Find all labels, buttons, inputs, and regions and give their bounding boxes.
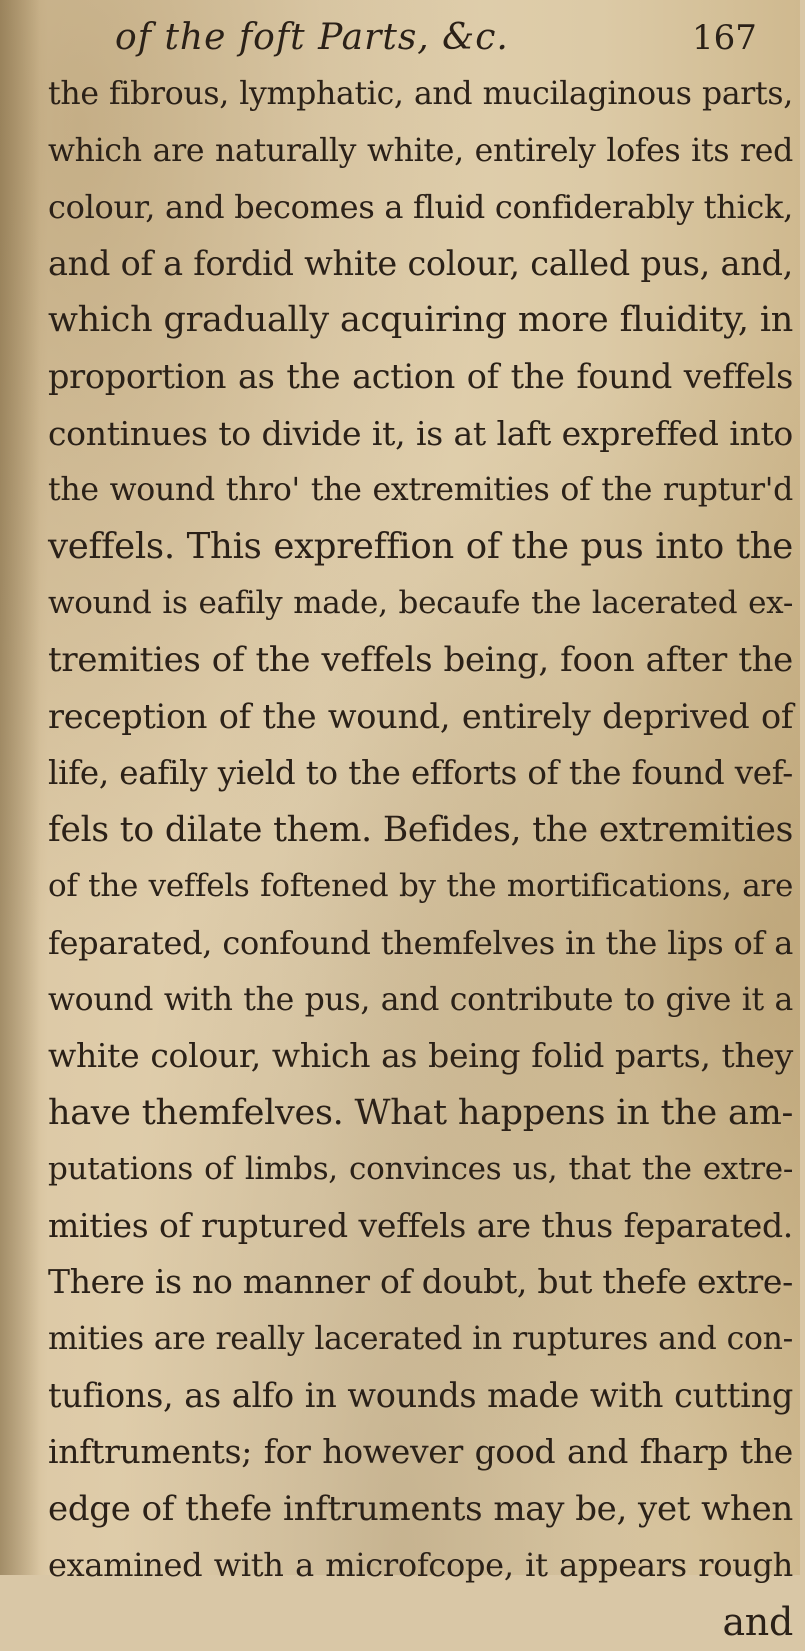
text-line: proportion as the action of the found veffels <box>48 356 793 396</box>
text-line: which are naturally white, entirely lofes its red <box>48 132 793 169</box>
running-head-title: of the foft Parts, &c. <box>115 17 509 58</box>
text-line: putations of limbs, convinces us, that the extre- <box>48 1151 793 1188</box>
text-line: reception of the wound, entirely deprived of <box>48 696 793 736</box>
running-head <box>115 18 805 58</box>
text-line: the wound thro' the extremities of the ruptur'd <box>48 472 793 509</box>
text-line: white colour, which as being folid parts, they <box>48 1036 793 1076</box>
text-line: mities are really lacerated in ruptures and con- <box>48 1321 793 1358</box>
text-line: fels to dilate them. Befides, the extremities <box>48 809 793 850</box>
text-line: feparated, confound themfelves in the lips of a <box>48 923 793 962</box>
text-line: There is no manner of doubt, but thefe extre- <box>48 1262 793 1302</box>
text-line: and of a fordid white colour, called pus, and, <box>48 243 793 283</box>
body-text <box>48 66 793 1651</box>
text-line: edge of thefe inftruments may be, yet when <box>48 1488 793 1529</box>
text-line: wound is eafily made, becaufe the lacerated ex- <box>48 585 793 622</box>
text-line: examined with a microfcope, it appears rough <box>48 1546 793 1585</box>
text-line: mities of ruptured veffels are thus feparated. <box>48 1205 793 1245</box>
text-line: inftruments; for however good and fharp the <box>48 1432 793 1472</box>
text-line: which gradually acquiring more fluidity, in <box>48 300 793 341</box>
page-gutter-shadow <box>0 0 40 1575</box>
text-line: have themfelves. What happens in the am- <box>48 1092 793 1133</box>
text-line: veffels. This expreffion of the pus into the <box>48 525 793 567</box>
text-line: colour, and becomes a fluid confiderably thick, <box>48 188 793 227</box>
page-number: 167 <box>692 18 757 58</box>
catchword: and <box>722 1600 793 1645</box>
text-line: continues to divide it, is at laft expreffed into <box>48 413 793 453</box>
text-line: life, eafily yield to the efforts of the found vef- <box>48 754 793 793</box>
text-line: wound with the pus, and contribute to give it a <box>48 981 793 1018</box>
text-line: of the veffels foftened by the mortifications, are <box>48 868 793 905</box>
text-line: tufions, as alfo in wounds made with cutting <box>48 1375 793 1415</box>
text-line: the fibrous, lymphatic, and mucilaginous parts, <box>48 76 793 112</box>
text-line: tremities of the veffels being, foon after the <box>48 639 793 680</box>
